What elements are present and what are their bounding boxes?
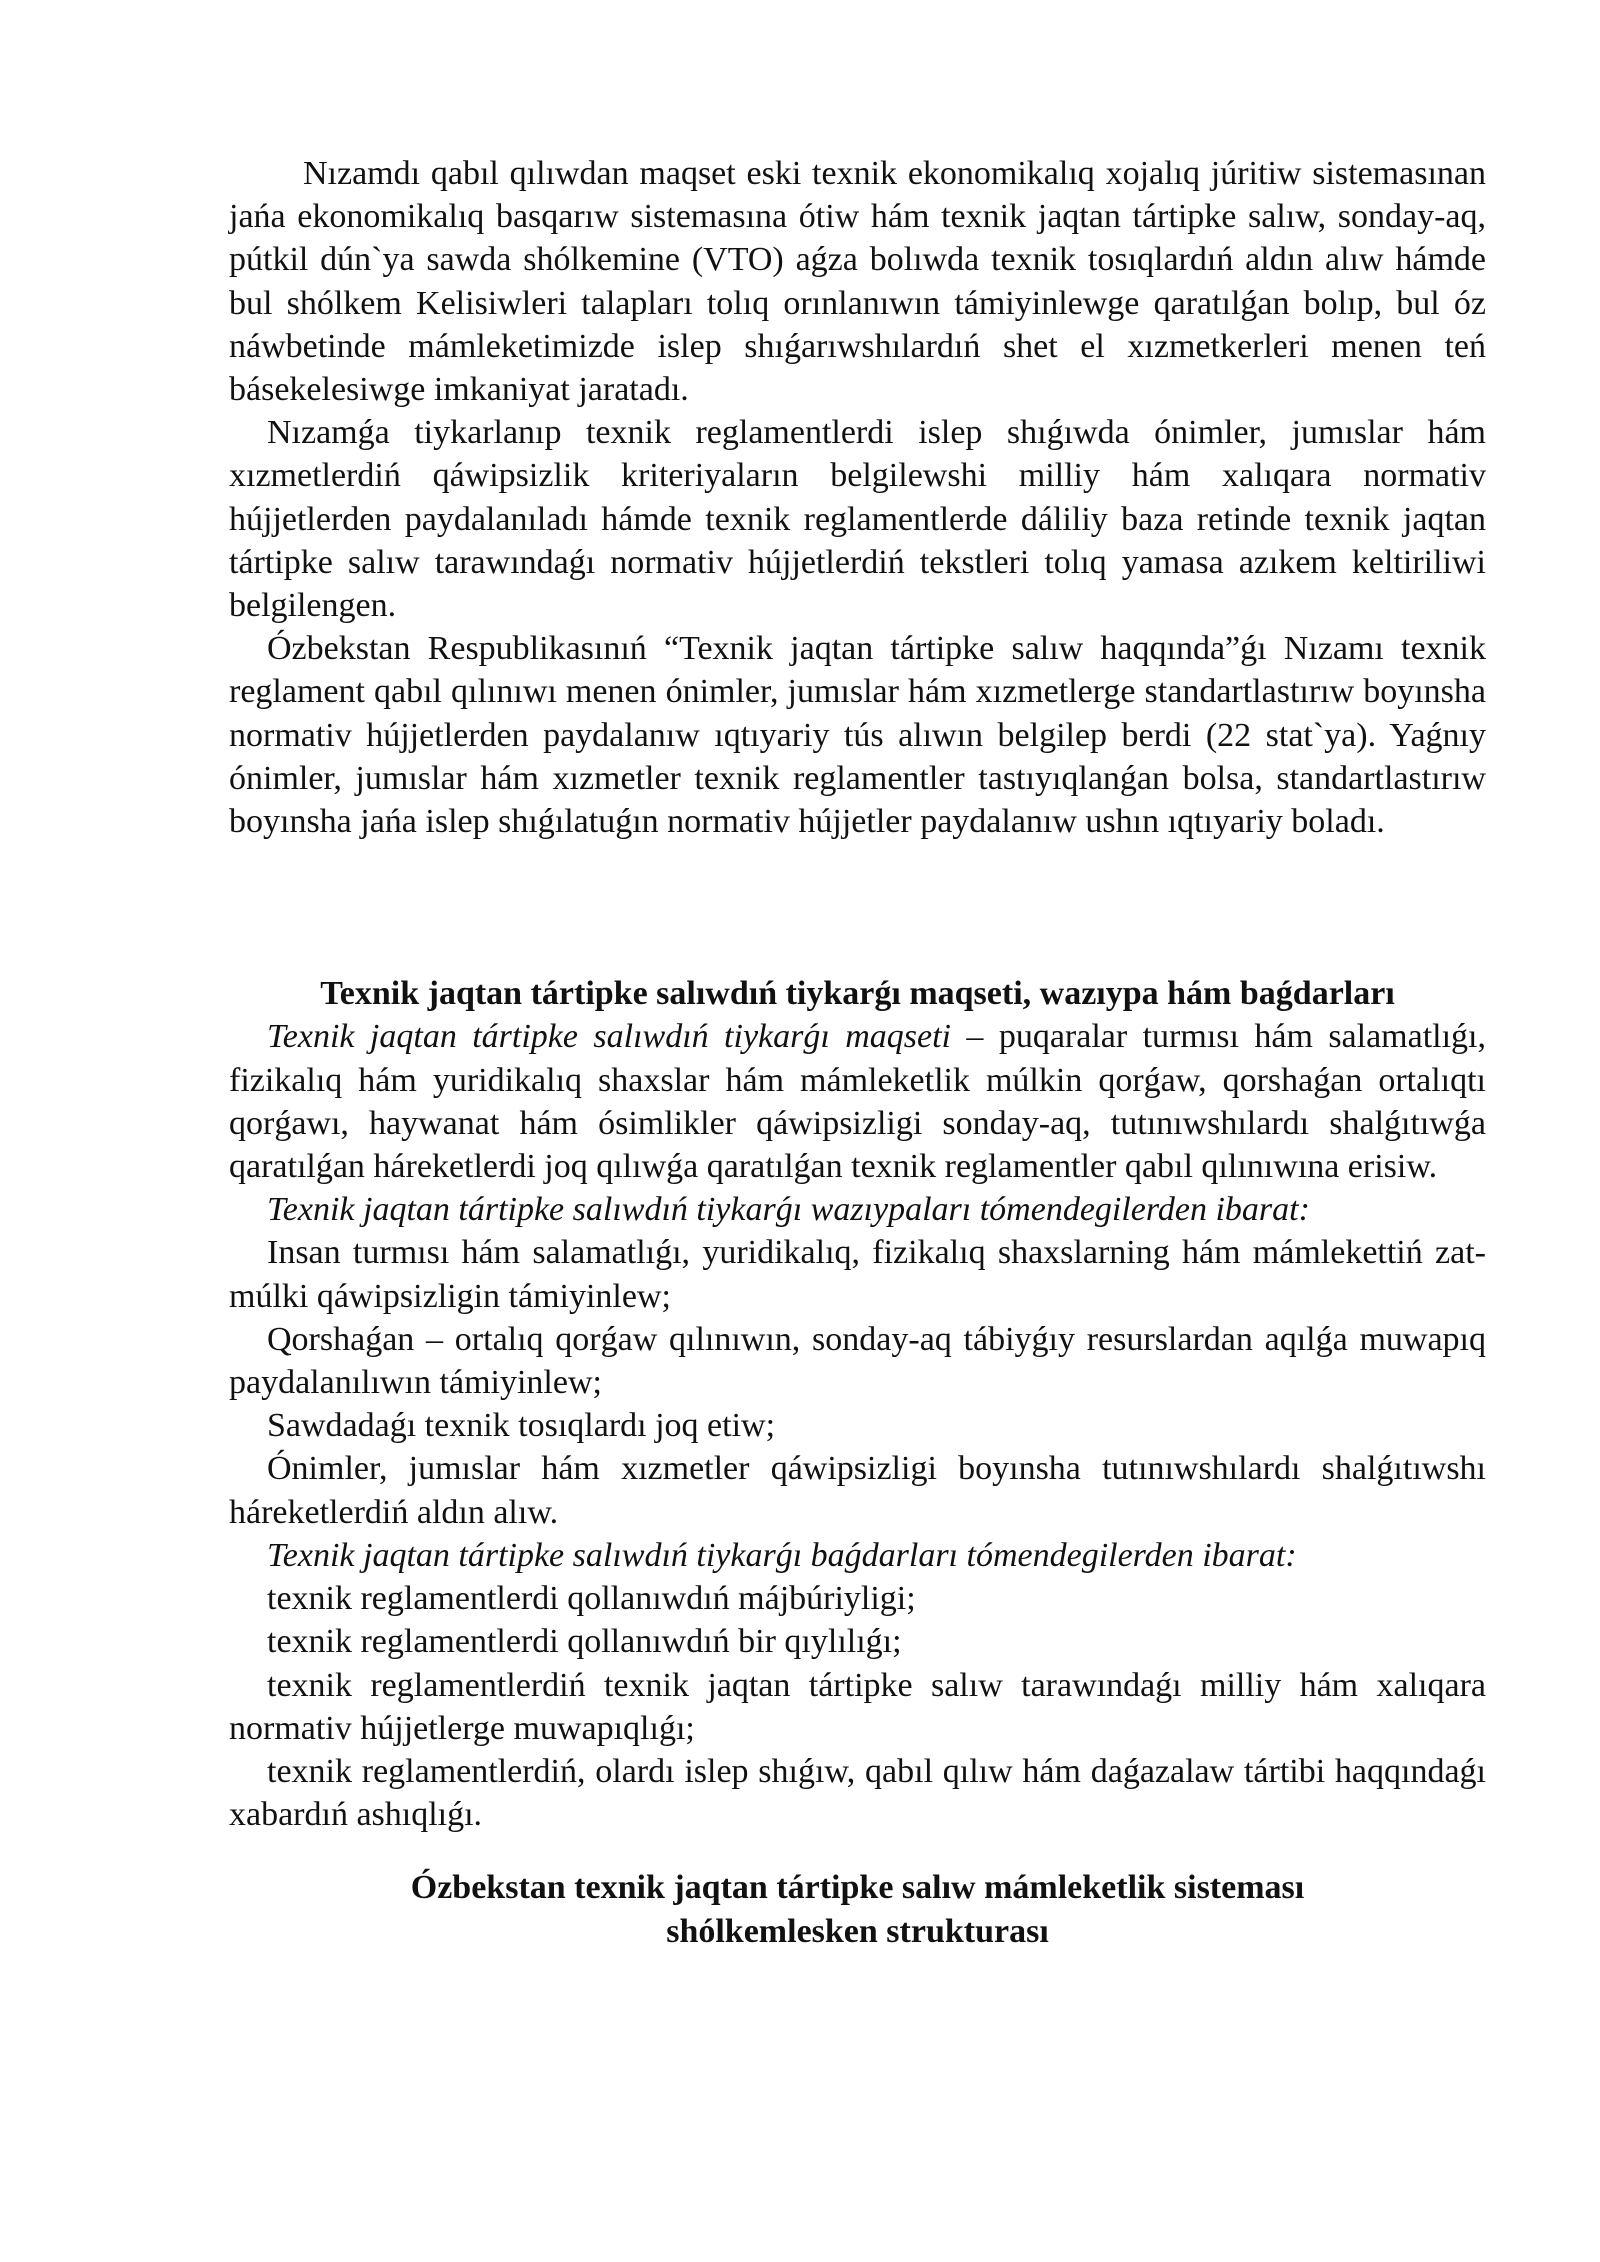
- task-item: Sawdadaǵı texnik tosıqlardı joq etiw;: [267, 1407, 776, 1445]
- heading-line: shólkemlesken strukturası: [666, 1912, 1049, 1950]
- document-page: [229, 152, 1486, 1953]
- task-item: Qorshaǵan – ortalıq qorǵaw qılınıwın, sonday-aq tábiyǵıy resurslardan aqılǵa muwapıq paydalanılıwın támiyinlew;: [229, 1320, 1486, 1402]
- directions-intro: Texnik jaqtan tártipke salıwdıń tiykarǵı baǵdarları tómendegilerden ibarat:: [267, 1536, 1297, 1574]
- goal-paragraph: [229, 1015, 1486, 1188]
- goal-lead: Texnik jaqtan tártipke salıwdıń tiykarǵı maqseti: [267, 1018, 951, 1056]
- paragraph: Ózbekstan Respublikasınıń “Texnik jaqtan tártipke salıw haqqında”ǵı Nızamı texnik reglament qabıl qılınıwı menen ónimler, jumıslar hám xızmetlerge standartlastırıw boyınsha normativ hújjetlerden paydalanıw ıqtıyariy tús alıwın belgilep berdi (22 stat`ya). Yaǵnıy ónimler, jumıslar hám xızmetler texnik reglamentler tastıyıqlanǵan bolsa, standartlastırıw boyınsha jańa islep shıǵılatuǵın normativ hújjetler paydalanıw ushın ıqtıyariy boladı.: [229, 630, 1486, 841]
- direction-item: texnik reglamentlerdi qollanıwdıń májbúriyligi;: [267, 1580, 916, 1618]
- heading-line: Ózbekstan texnik jaqtan tártipke salıw mámleketlik sisteması: [410, 1869, 1305, 1907]
- paragraph: Nızamǵa tiykarlanıp texnik reglamentlerdi islep shıǵıwda ónimler, jumıslar hám xızmetlerdiń qáwipsizlik kriteriyaların belgilewshi milliy hám xalıqara normativ hújjetlerden paydalanıladı hámde texnik reglamentlerde dáliliy baza retinde texnik jaqtan tártipke salıw tarawındaǵı normativ hújjetlerdiń tekstleri tolıq yamasa azıkem keltiriliwi belgilengen.: [229, 414, 1486, 625]
- direction-item: texnik reglamentlerdiń, olardı islep shıǵıw, qabıl qılıw hám daǵazalaw tártibi haqqındaǵı xabardıń ashıqlıǵı.: [229, 1752, 1486, 1834]
- section-heading: [229, 1866, 1486, 1952]
- paragraph: Nızamdı qabıl qılıwdan maqset eski texnik ekonomikalıq xojalıq júritiw sistemasınan jańa ekonomikalıq basqarıw sistemasına ótiw hám texnik jaqtan tártipke salıw, sonday-aq, pútkil dún`ya sawda shólkemine (VTO) aǵza bolıwda texnik tosıqlardıń aldın alıw hámde bul shólkem Kelisiwleri talapları tolıq orınlanıwın támiyinlewge qaratılǵan bolıp, bul óz náwbetinde mámleketimizde islep shıǵarıwshılardıń shet el xızmetkerleri menen teń básekelesiwge imkaniyat jaratadı.: [229, 155, 1486, 409]
- spacer: [229, 843, 1486, 972]
- tasks-intro: Texnik jaqtan tártipke salıwdıń tiykarǵı wazıypaları tómendegilerden ibarat:: [267, 1191, 1310, 1229]
- goal-text: – puqaralar turmısı hám salamatlıǵı, fizikalıq hám yuridikalıq shaxslar hám mámleketlik múlkin qorǵaw, qorshaǵan ortalıqtı qorǵawı, haywanat hám ósimlikler qáwipsizligi sonday-aq, tutınıwshılardı shalǵıtıwǵa qaratılǵan háreketlerdi joq qılıwǵa qaratılǵan texnik reglamentler qabıl qılınıwına erisiw.: [229, 1018, 1486, 1186]
- direction-item: texnik reglamentlerdi qollanıwdıń bir qıylılıǵı;: [267, 1623, 902, 1661]
- spacer: [229, 1836, 1486, 1866]
- direction-item: texnik reglamentlerdiń texnik jaqtan tártipke salıw tarawındaǵı milliy hám xalıqara normativ hújjetlerge muwapıqlıǵı;: [229, 1666, 1486, 1747]
- task-item: Ónimler, jumıslar hám xızmetler qáwipsizligi boyınsha tutınıwshılardı shalǵıtıwshı háreketlerdiń aldın alıw.: [229, 1450, 1486, 1531]
- task-item: Insan turmısı hám salamatlıǵı, yuridikalıq, fizikalıq shaxslarning hám mámlekettiń zat-múlki qáwipsizligin támiyinlew;: [229, 1234, 1486, 1315]
- section-heading: Texnik jaqtan tártipke salıwdıń tiykarǵı maqseti, wazıypa hám baǵdarları: [320, 975, 1395, 1013]
